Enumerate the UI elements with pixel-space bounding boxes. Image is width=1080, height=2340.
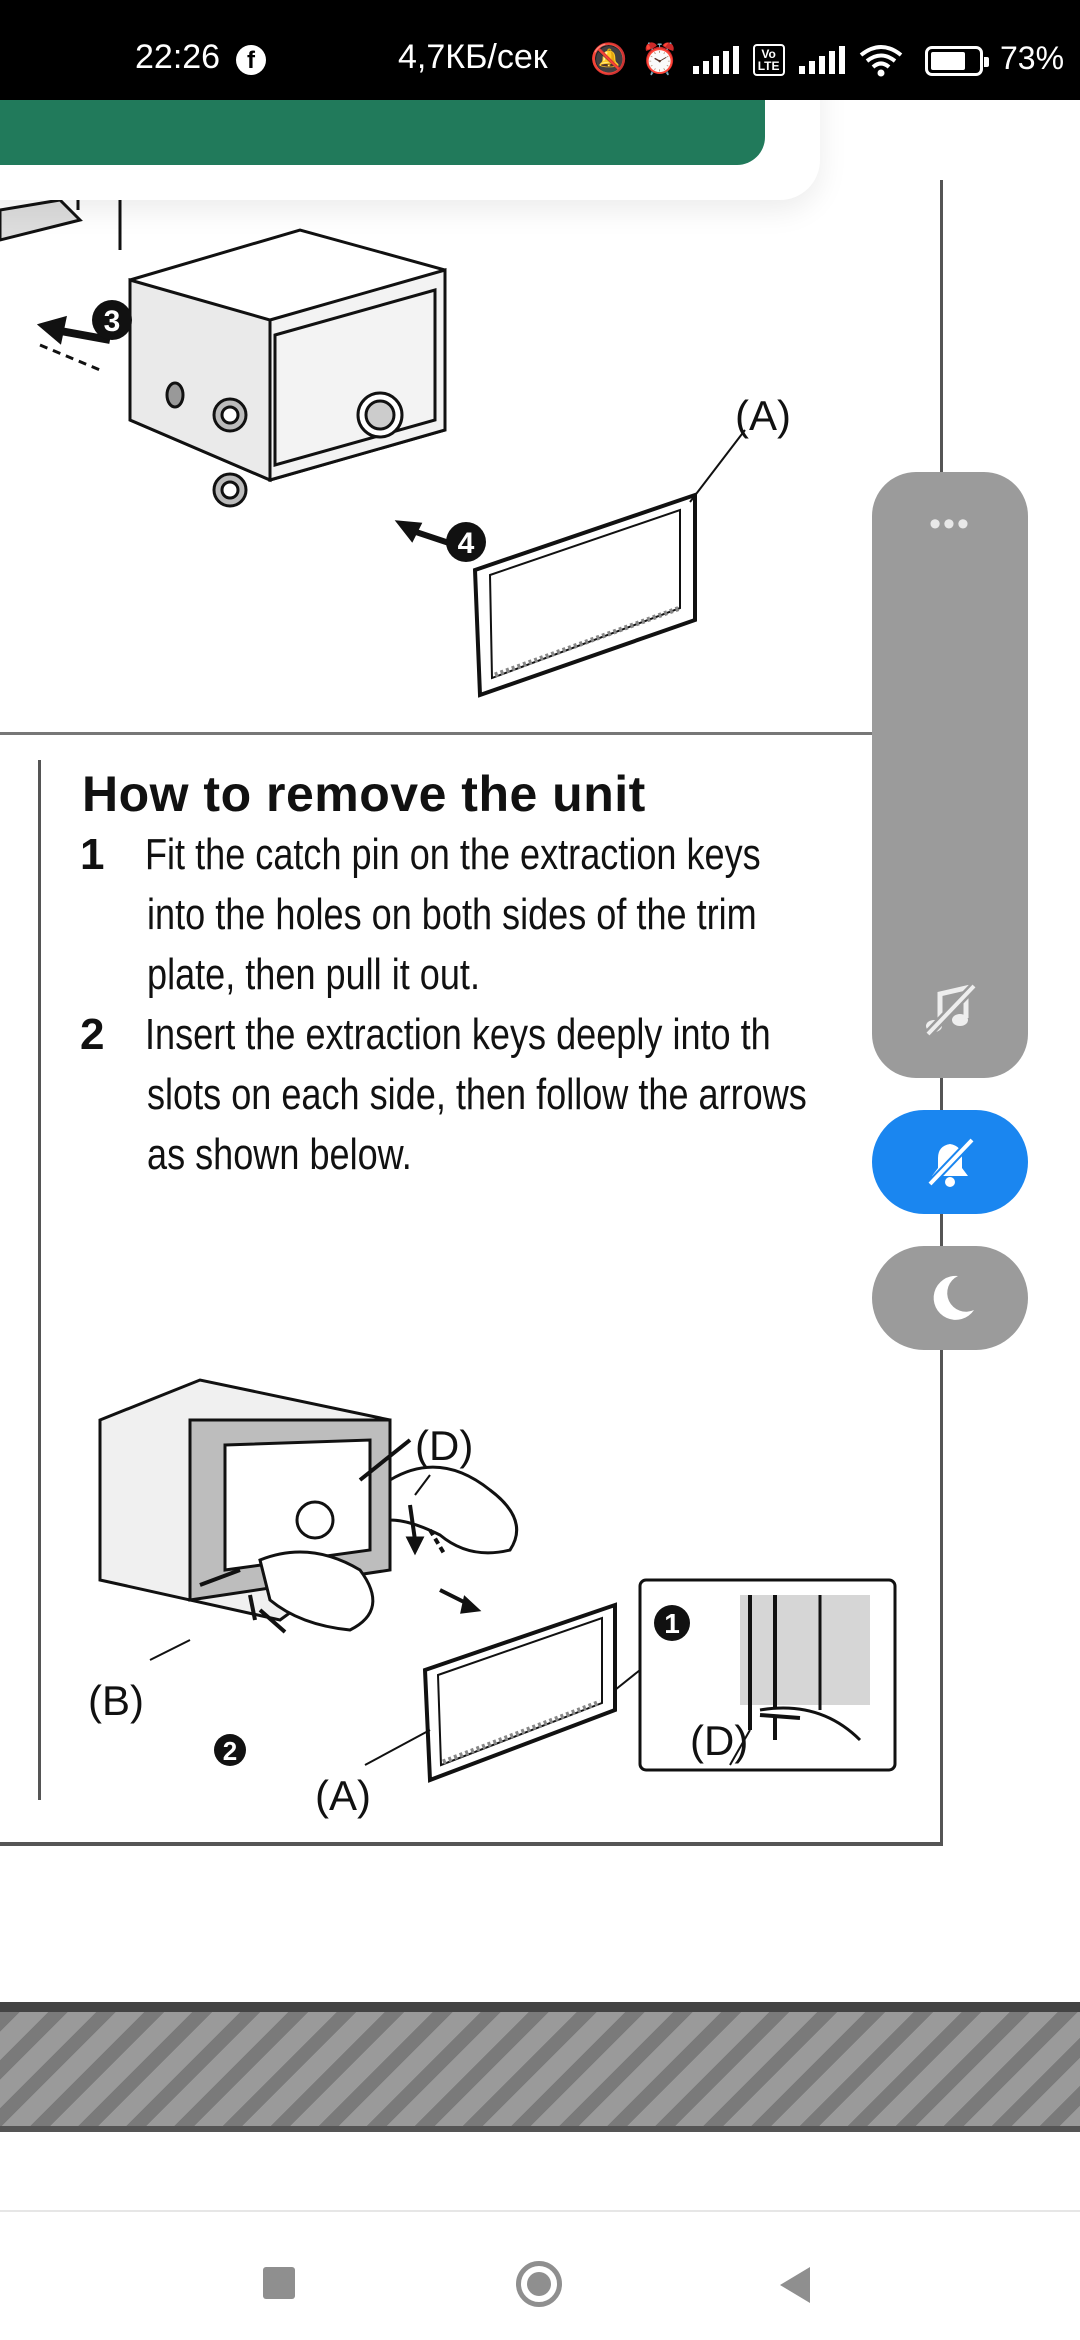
volte-icon: Vo LTE [753,44,785,76]
label-d-inset: (D) [690,1717,749,1764]
step-text-line: slots on each side, then follow the arrows [147,1070,807,1119]
battery-icon [925,46,983,76]
step4-marker: 4 [457,527,475,560]
step-text-line: plate, then pull it out. [147,950,480,999]
label-a-top: (A) [735,392,791,439]
signal-sim2-icon [799,46,845,74]
corner-panel [940,100,1080,180]
page-border-bottom [0,1842,943,1846]
step1-marker: 1 [664,1608,680,1639]
back-icon[interactable] [780,2267,810,2303]
status-icons [590,40,903,80]
section-border-left [38,760,41,1800]
hatched-divider-strip [0,2002,1080,2132]
status-bar [0,0,1080,100]
label-a-bottom: (A) [315,1772,371,1819]
signal-sim1-icon [693,46,739,74]
do-not-disturb-button[interactable] [872,1246,1028,1350]
step-number: 2 [80,1010,105,1059]
status-time: 22:26 [135,38,221,76]
mute-toggle-button[interactable] [872,1110,1028,1214]
step-number: 1 [80,830,105,879]
home-icon[interactable] [516,2261,562,2307]
step-text-line: into the holes on both sides of the trim [147,890,757,939]
app-header-green-bar[interactable] [0,90,765,165]
recent-apps-icon[interactable] [263,2267,295,2299]
section-title: How to remove the unit [82,766,646,822]
step-text-line: Insert the extraction keys deeply into th [145,1010,771,1059]
step2-marker: 2 [222,1736,238,1766]
music-muted-icon [920,980,980,1040]
volume-slider-panel[interactable] [872,472,1028,1078]
battery-fill [931,52,965,70]
label-d-top: (D) [415,1422,474,1469]
facebook-icon: f [236,45,266,75]
wifi-icon [859,43,903,77]
label-b: (B) [88,1677,144,1724]
battery-percent: 73% [1000,40,1065,76]
step-text-line: as shown below. [147,1130,412,1179]
navigation-bar [0,2210,1080,2340]
vibrate-off-icon: 🔕 [590,43,628,76]
removal-illustration [60,1370,920,1890]
more-dots-icon[interactable]: ••• [929,505,971,543]
step-text-line: Fit the catch pin on the extraction keys [145,830,761,879]
alarm-icon: ⏰ [641,43,679,76]
network-speed: 4,7КБ/сек [398,38,548,76]
bell-muted-icon [920,1132,980,1192]
step3-marker: 3 [103,305,121,338]
section-divider [0,732,940,735]
moon-icon [924,1270,980,1326]
